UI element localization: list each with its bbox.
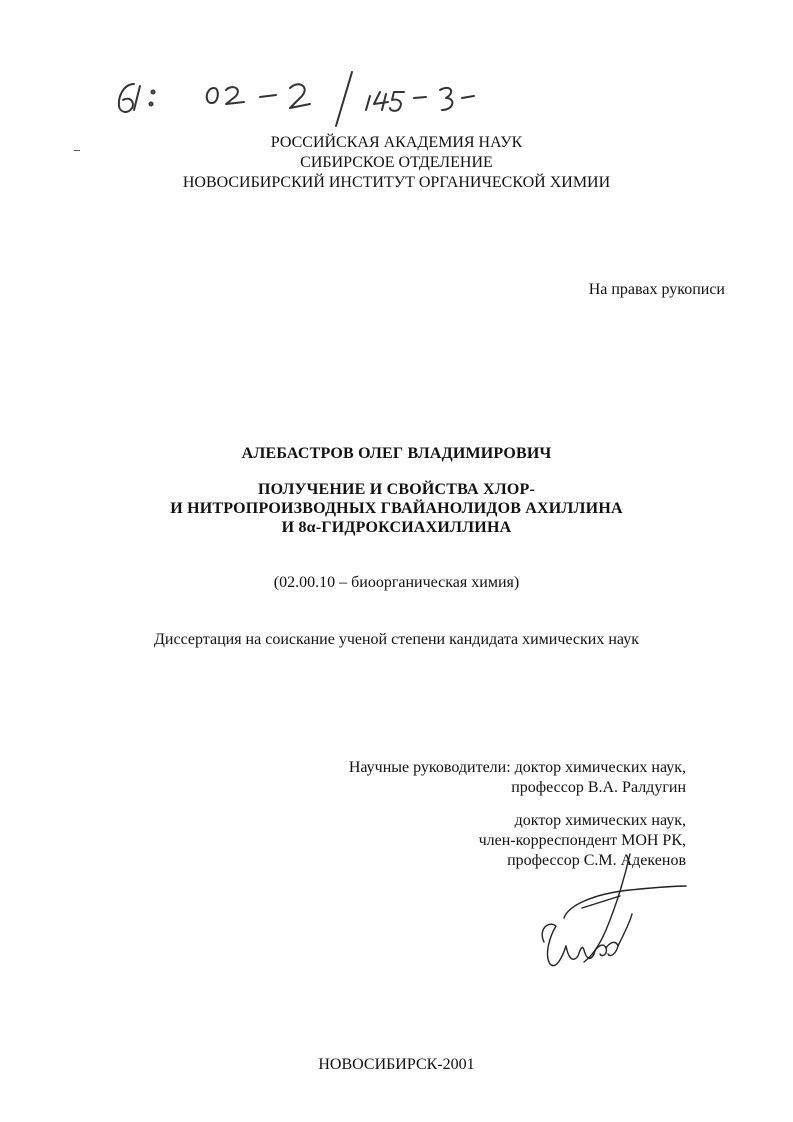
city-year: НОВОСИБИРСК-2001 [318, 1056, 475, 1073]
supervisor-1-title: профессор В.А. Ралдугин [511, 779, 686, 796]
header-line-institute: НОВОСИБИРСКИЙ ИНСТИТУТ ОРГАНИЧЕСКОЙ ХИМИИ [182, 174, 611, 191]
author-name: АЛЕБАСТРОВ ОЛЕГ ВЛАДИМИРОВИЧ [241, 445, 552, 462]
supervisor-2-degree: доктор химических наук, [514, 812, 686, 829]
degree-statement: Диссертация на соискание ученой степени кандидата химических наук [154, 631, 639, 648]
rights-notice: На правах рукописи [588, 281, 725, 298]
supervisors-label: Научные руководители: доктор химических наук, [348, 759, 686, 776]
signature-drawing [520, 850, 700, 980]
header-line-branch: СИБИРСКОЕ ОТДЕЛЕНИЕ [300, 154, 493, 171]
header-line-academy: РОССИЙСКАЯ АКАДЕМИЯ НАУК [270, 134, 523, 151]
supervisor-2-title: профессор С.М. Адекенов [507, 852, 686, 869]
specialty-code: (02.00.10 – биоорганическая химия) [273, 574, 520, 591]
title-line-3: И 8α-ГИДРОКСИАХИЛЛИНА [281, 519, 512, 536]
title-line-2: И НИТРОПРОИЗВОДНЫХ ГВАЙАНОЛИДОВ АХИЛЛИНА [170, 500, 623, 517]
title-line-1: ПОЛУЧЕНИЕ И СВОЙСТВА ХЛОР- [258, 481, 535, 498]
supervisor-2-membership: член-корреспондент МОН РК, [478, 832, 686, 849]
